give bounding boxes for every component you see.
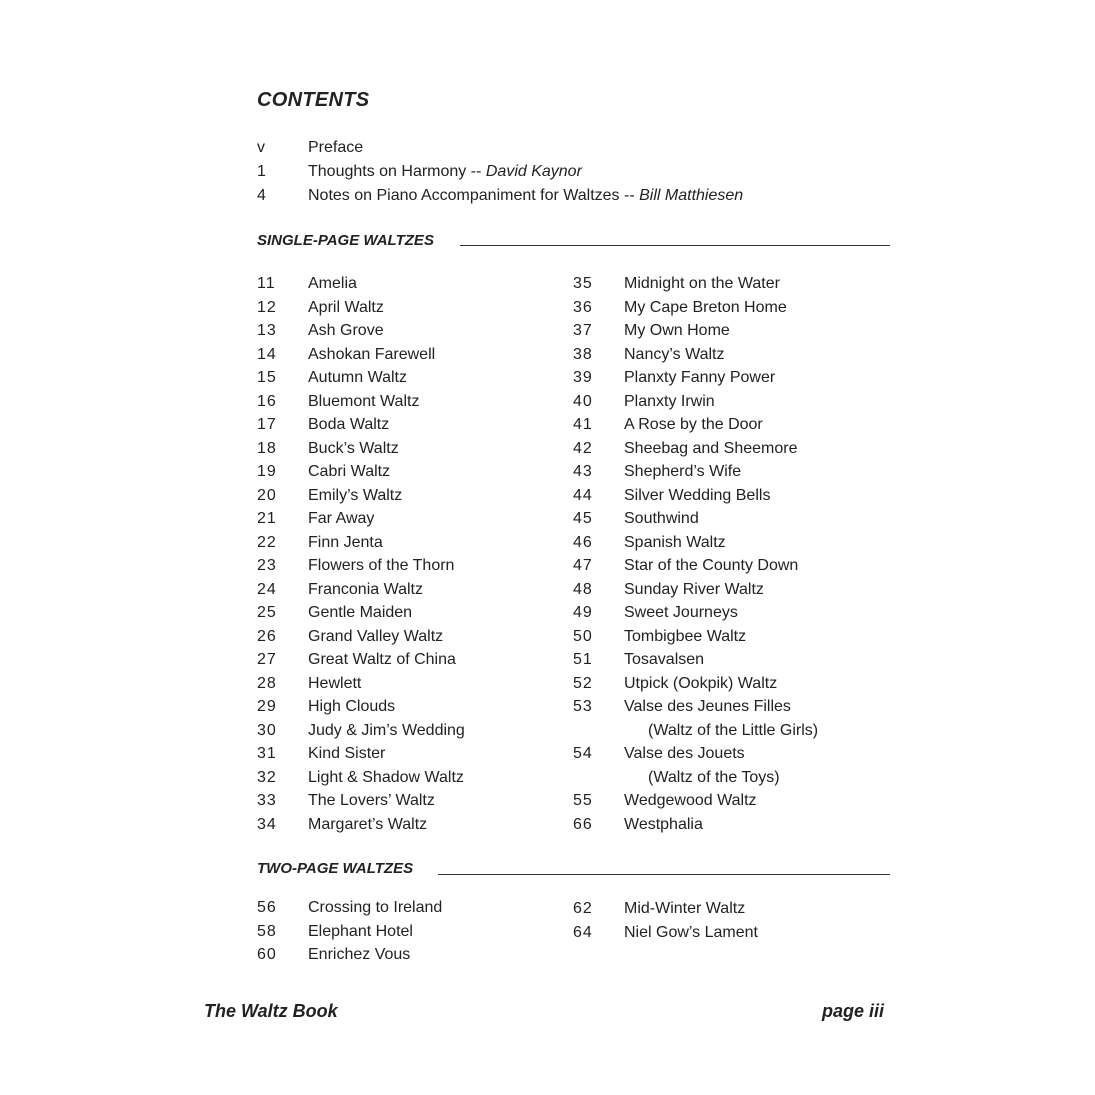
entry-title: Enrichez Vous bbox=[308, 946, 411, 963]
entry-page-number: 54 bbox=[573, 745, 593, 762]
entry-page-number: 1 bbox=[257, 163, 267, 180]
entry-page-number: 15 bbox=[257, 369, 277, 386]
entry-title: Flowers of the Thorn bbox=[308, 557, 455, 574]
entry-page-number: 28 bbox=[257, 674, 277, 692]
entry-title: Star of the County Down bbox=[624, 557, 799, 574]
entry-title: A Rose by the Door bbox=[624, 416, 763, 433]
entry-title: Crossing to Ireland bbox=[308, 899, 443, 916]
entry-title: Wedgewood Waltz bbox=[624, 792, 757, 809]
entry-page-number: 12 bbox=[257, 298, 277, 316]
entry-title: My Own Home bbox=[624, 322, 730, 339]
entry-title: Cabri Waltz bbox=[308, 463, 391, 480]
entry-page-number: 44 bbox=[573, 486, 593, 504]
entry-page-number: 18 bbox=[257, 439, 277, 457]
page-title: CONTENTS bbox=[257, 89, 370, 111]
entry-page-number: 26 bbox=[257, 627, 277, 645]
entry-title: Buck’s Waltz bbox=[308, 439, 399, 457]
entry-title: Finn Jenta bbox=[308, 533, 383, 551]
entry-page-number: 31 bbox=[257, 745, 277, 762]
entry-title-text: Preface bbox=[308, 139, 364, 156]
entry-page-number: 33 bbox=[257, 792, 277, 809]
entry-title: Spanish Waltz bbox=[624, 533, 726, 551]
entry-page-number: 14 bbox=[257, 345, 277, 363]
section-rule bbox=[438, 874, 890, 875]
entry-page-number: 66 bbox=[573, 815, 593, 833]
entry-page-number: 13 bbox=[257, 322, 277, 339]
entry-page-number: 55 bbox=[573, 792, 593, 809]
entry-title: Judy & Jim’s Wedding bbox=[308, 721, 465, 739]
entry-title: Valse des Jouets bbox=[624, 745, 745, 762]
entry-title: Planxty Irwin bbox=[624, 392, 715, 410]
entry-title: Great Waltz of China bbox=[308, 651, 456, 668]
entry-title: Kind Sister bbox=[308, 745, 386, 762]
entry-title: (Waltz of the Little Girls) bbox=[648, 721, 819, 739]
entry-title: April Waltz bbox=[308, 298, 384, 316]
entry-page-number: 60 bbox=[257, 946, 277, 963]
entry-page-number: 17 bbox=[257, 416, 277, 433]
entry-page-number: 20 bbox=[257, 486, 277, 504]
entry-page-number: 43 bbox=[573, 463, 593, 480]
entry-page-number: 53 bbox=[573, 698, 593, 715]
entry-title: Amelia bbox=[308, 275, 357, 292]
entry-title: Westphalia bbox=[624, 815, 703, 833]
entry-page-number: 51 bbox=[573, 651, 593, 668]
entry-title: Southwind bbox=[624, 510, 699, 527]
entry-page-number: 62 bbox=[573, 900, 593, 917]
entry-page-number: 45 bbox=[573, 510, 593, 527]
entry-page-number: 27 bbox=[257, 651, 277, 668]
entry-title bbox=[308, 160, 582, 184]
entry-author: Bill Matthiesen bbox=[639, 187, 744, 204]
entry-page-number: 22 bbox=[257, 533, 277, 551]
entry-page-number: 42 bbox=[573, 439, 593, 457]
entry-title: Tosavalsen bbox=[624, 651, 705, 668]
footer-page-label: page iii bbox=[821, 1001, 884, 1021]
entry-page-number: 46 bbox=[573, 533, 593, 551]
entry-page-number: 24 bbox=[257, 580, 277, 598]
entry-title: Sheebag and Sheemore bbox=[624, 439, 798, 457]
entry-title: Planxty Fanny Power bbox=[624, 369, 776, 386]
entry-page-number: 25 bbox=[257, 604, 277, 621]
entry-page-number: 52 bbox=[573, 674, 593, 692]
entry-title: Shepherd’s Wife bbox=[624, 463, 742, 480]
entry-page-number: 21 bbox=[257, 510, 277, 527]
entry-title: Gentle Maiden bbox=[308, 604, 413, 621]
entry-page-number: 36 bbox=[573, 298, 593, 316]
entry-title: Ashokan Farewell bbox=[308, 345, 436, 363]
entry-page-number: 41 bbox=[573, 416, 593, 433]
entry-page-number: 37 bbox=[573, 322, 593, 339]
entry-title: Nancy’s Waltz bbox=[624, 345, 725, 363]
entry-title: Far Away bbox=[308, 510, 375, 527]
entry-title: Tombigbee Waltz bbox=[624, 627, 747, 645]
entry-title: Elephant Hotel bbox=[308, 922, 413, 940]
entry-page-number: v bbox=[257, 139, 266, 156]
section-heading-single-page: SINGLE-PAGE WALTZES bbox=[257, 232, 434, 249]
entry-author: David Kaynor bbox=[485, 163, 582, 180]
entry-title-text: Thoughts on Harmony -- bbox=[308, 163, 486, 180]
entry-title: Margaret’s Waltz bbox=[308, 815, 428, 833]
entry-title bbox=[308, 136, 363, 160]
entry-title: Mid-Winter Waltz bbox=[624, 900, 746, 917]
entry-title: High Clouds bbox=[308, 698, 396, 715]
entry-title: Midnight on the Water bbox=[624, 275, 780, 292]
entry-title bbox=[308, 184, 743, 208]
entry-page-number: 34 bbox=[257, 815, 277, 833]
entry-page-number: 47 bbox=[573, 557, 593, 574]
entry-title: Emily’s Waltz bbox=[308, 486, 403, 504]
entry-page-number: 58 bbox=[257, 922, 277, 940]
entry-title: The Lovers’ Waltz bbox=[308, 792, 435, 809]
entry-title: Boda Waltz bbox=[308, 416, 390, 433]
entry-title: Franconia Waltz bbox=[308, 580, 423, 598]
entry-page-number: 49 bbox=[573, 604, 593, 621]
entry-title: Light & Shadow Waltz bbox=[308, 768, 464, 786]
entry-page-number: 23 bbox=[257, 557, 277, 574]
section-rule bbox=[460, 245, 890, 246]
entry-page-number: 56 bbox=[257, 899, 277, 916]
entry-page-number: 30 bbox=[257, 721, 277, 739]
footer-book-title: The Waltz Book bbox=[204, 1001, 338, 1021]
entry-title: Utpick (Ookpik) Waltz bbox=[624, 674, 778, 692]
entry-title: Ash Grove bbox=[308, 322, 384, 339]
entry-title: Valse des Jeunes Filles bbox=[624, 698, 791, 715]
entry-page-number: 48 bbox=[573, 580, 593, 598]
entry-title-text: Notes on Piano Accompaniment for Waltzes -- bbox=[308, 187, 640, 204]
entry-title: Hewlett bbox=[308, 674, 362, 692]
entry-title: Sunday River Waltz bbox=[624, 580, 764, 598]
entry-page-number: 4 bbox=[257, 187, 267, 204]
section-heading-two-page: TWO-PAGE WALTZES bbox=[257, 860, 414, 877]
entry-title: Autumn Waltz bbox=[308, 369, 407, 386]
entry-page-number: 50 bbox=[573, 627, 593, 645]
entry-page-number: 19 bbox=[257, 463, 277, 480]
entry-title: (Waltz of the Toys) bbox=[648, 768, 780, 786]
entry-page-number: 11 bbox=[257, 275, 276, 292]
entry-page-number: 38 bbox=[573, 345, 593, 363]
entry-page-number: 39 bbox=[573, 369, 593, 386]
entry-title: My Cape Breton Home bbox=[624, 298, 787, 316]
entry-title: Sweet Journeys bbox=[624, 604, 738, 621]
entry-title: Niel Gow’s Lament bbox=[624, 923, 758, 941]
entry-title: Bluemont Waltz bbox=[308, 392, 420, 410]
entry-title: Grand Valley Waltz bbox=[308, 627, 444, 645]
entry-page-number: 16 bbox=[257, 392, 277, 410]
entry-page-number: 35 bbox=[573, 275, 593, 292]
entry-title: Silver Wedding Bells bbox=[624, 486, 771, 504]
entry-page-number: 64 bbox=[573, 923, 593, 941]
entry-page-number: 32 bbox=[257, 768, 277, 786]
entry-page-number: 40 bbox=[573, 392, 593, 410]
entry-page-number: 29 bbox=[257, 698, 277, 715]
